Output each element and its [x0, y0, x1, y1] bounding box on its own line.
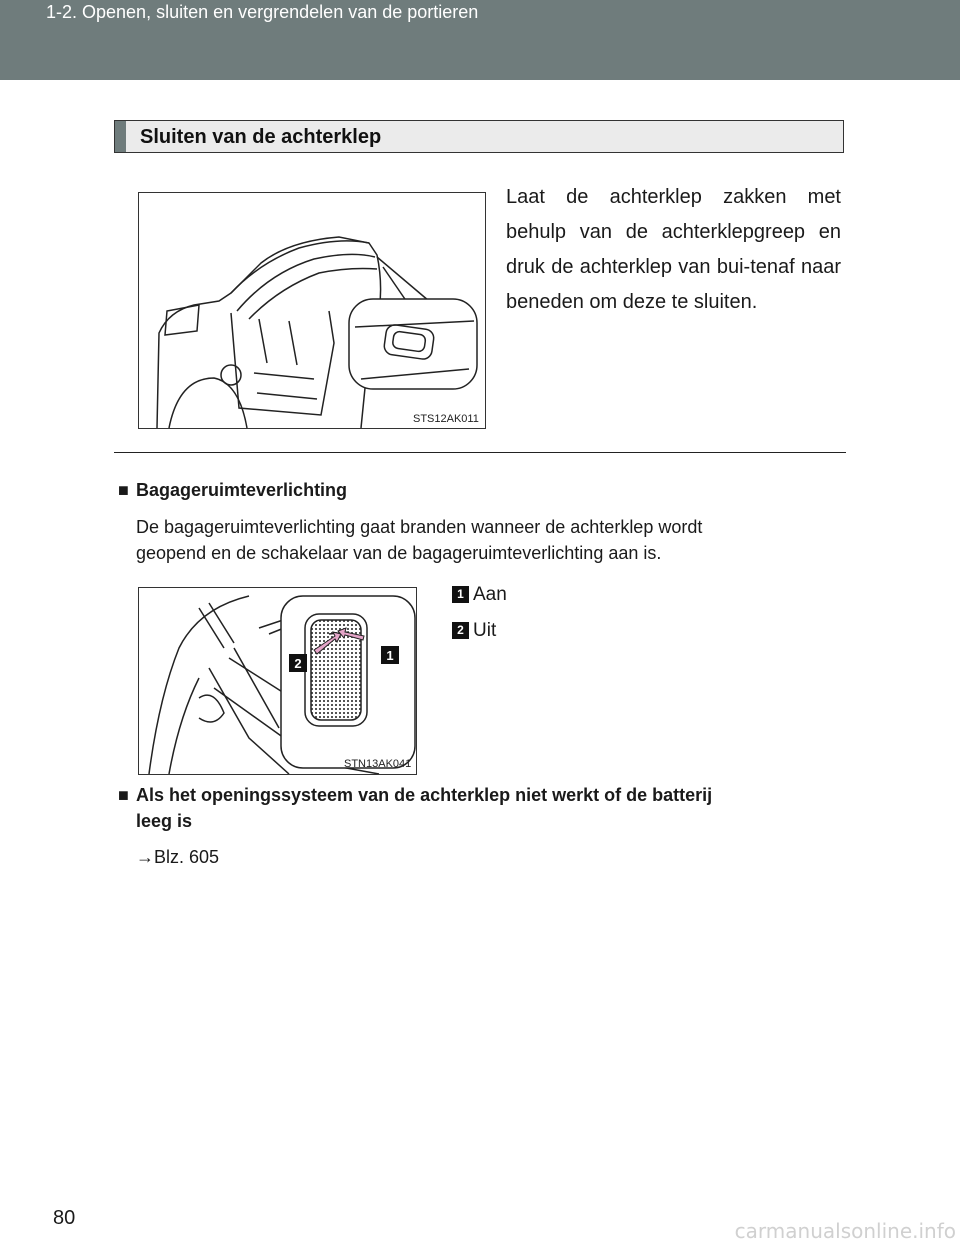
legend-item-off — [452, 619, 496, 643]
figure-code: STS12AK011 — [413, 413, 479, 425]
heading-battery-line-1 — [118, 782, 842, 808]
legend-badge-1: 1 — [452, 586, 469, 603]
legend-item-on — [452, 583, 507, 607]
tailgate-illustration — [139, 193, 485, 428]
section-title-box — [114, 120, 844, 153]
chapter-title: 1-2. Openen, sluiten en vergrendelen van de portieren — [46, 2, 479, 22]
figure-luggage-light-switch — [138, 587, 417, 775]
section-title: Sluiten van de achterklep — [140, 126, 382, 148]
luggage-light-line-2: geopend en de schakelaar van de bagageruimteverlichting aan is. — [136, 543, 662, 563]
watermark: carmanualsonline.info — [734, 1219, 956, 1243]
heading-luggage-light — [118, 477, 347, 503]
heading-text: Bagageruimteverlichting — [136, 480, 348, 500]
page-number: 80 — [53, 1207, 76, 1229]
figure-tailgate-closing — [138, 192, 486, 429]
heading-marker: ■ — [118, 480, 129, 500]
badge-2: 2 — [294, 656, 302, 671]
page-header — [0, 0, 960, 80]
heading-text: Als het openingssysteem van de achterklep niet werkt of de batterij — [136, 785, 713, 805]
section-divider — [114, 452, 846, 453]
section-title-accent — [115, 121, 126, 152]
heading-marker: ■ — [118, 785, 129, 805]
luggage-light-line-1: De bagageruimteverlichting gaat branden wanneer de achterklep wordt — [136, 517, 703, 537]
legend-label-on: Aan — [473, 584, 507, 605]
closing-instructions: Laat de achterklep zakken met behulp van de achterklepgreep en druk de achterklep van bui-tenaf naar beneden om deze te sluiten. — [506, 186, 841, 313]
page-reference: →Blz. 605 — [136, 847, 220, 867]
legend-label-off: Uit — [473, 620, 497, 641]
legend-badge-2: 2 — [452, 622, 469, 639]
heading-battery-line-2: leeg is — [136, 811, 193, 831]
figure-code: STN13AK041 — [344, 758, 412, 770]
switch-illustration — [139, 588, 416, 774]
badge-1: 1 — [386, 648, 394, 663]
